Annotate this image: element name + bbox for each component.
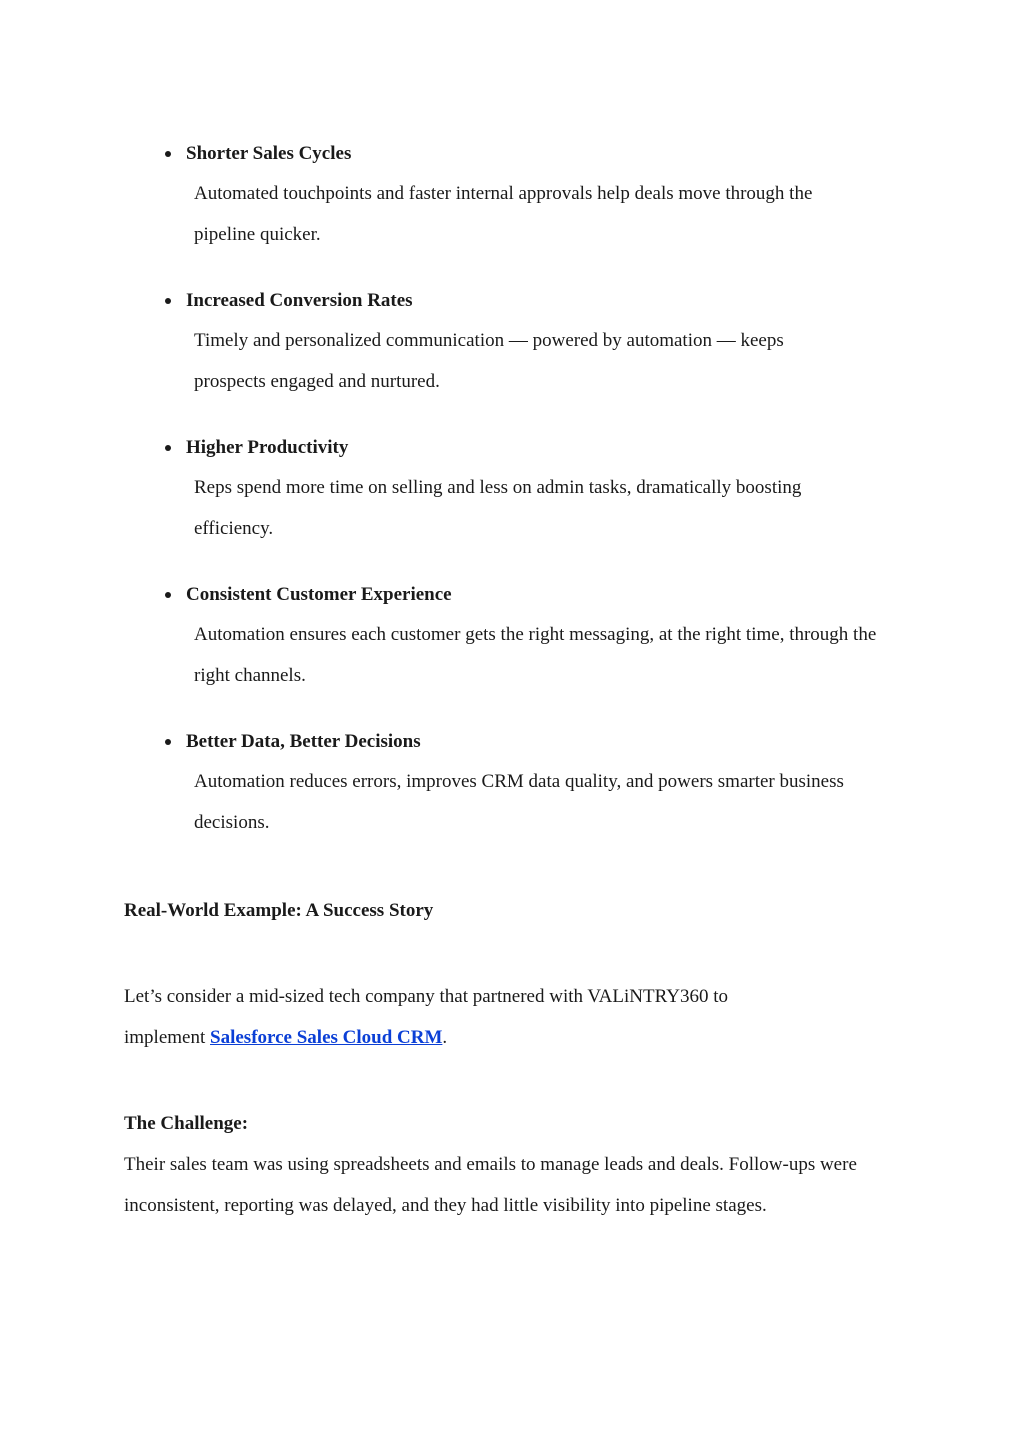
benefit-description: Automation ensures each customer gets the right messaging, at the right time, through the right channels. bbox=[194, 624, 877, 686]
benefit-title: Better Data, Better Decisions bbox=[186, 731, 421, 752]
challenge-heading: The Challenge: bbox=[124, 1113, 249, 1134]
bullet-icon bbox=[165, 592, 171, 598]
benefit-description: Timely and personalized communication — powered by automation — keeps prospects engaged and nurtured. bbox=[194, 330, 784, 392]
bullet-icon bbox=[165, 739, 171, 745]
example-intro-text: Let’s consider a mid-sized tech company that partnered with VALiNTRY360 to implement bbox=[124, 986, 728, 1048]
salesforce-sales-cloud-crm-link[interactable]: Salesforce Sales Cloud CRM bbox=[210, 1027, 443, 1048]
example-intro-paragraph bbox=[124, 976, 784, 1058]
benefit-description: Automated touchpoints and faster internal approvals help deals move through the pipeline quicker. bbox=[194, 183, 813, 245]
example-intro-end: . bbox=[442, 1027, 448, 1048]
benefit-title: Increased Conversion Rates bbox=[186, 290, 413, 311]
bullet-icon bbox=[165, 445, 171, 451]
benefit-title: Consistent Customer Experience bbox=[186, 584, 452, 605]
benefit-title: Higher Productivity bbox=[186, 437, 349, 458]
benefit-title: Shorter Sales Cycles bbox=[186, 143, 352, 164]
example-heading: Real-World Example: A Success Story bbox=[124, 900, 434, 921]
bullet-icon bbox=[165, 298, 171, 304]
benefit-description: Automation reduces errors, improves CRM data quality, and powers smarter business decisions. bbox=[194, 771, 844, 833]
challenge-paragraph: Their sales team was using spreadsheets and emails to manage leads and deals. Follow-ups were inconsistent, reporting was delayed, and they had little visibility into pipeline stages. bbox=[124, 1154, 857, 1216]
bullet-icon bbox=[165, 151, 171, 157]
benefit-description: Reps spend more time on selling and less on admin tasks, dramatically boosting efficiency. bbox=[194, 477, 802, 539]
